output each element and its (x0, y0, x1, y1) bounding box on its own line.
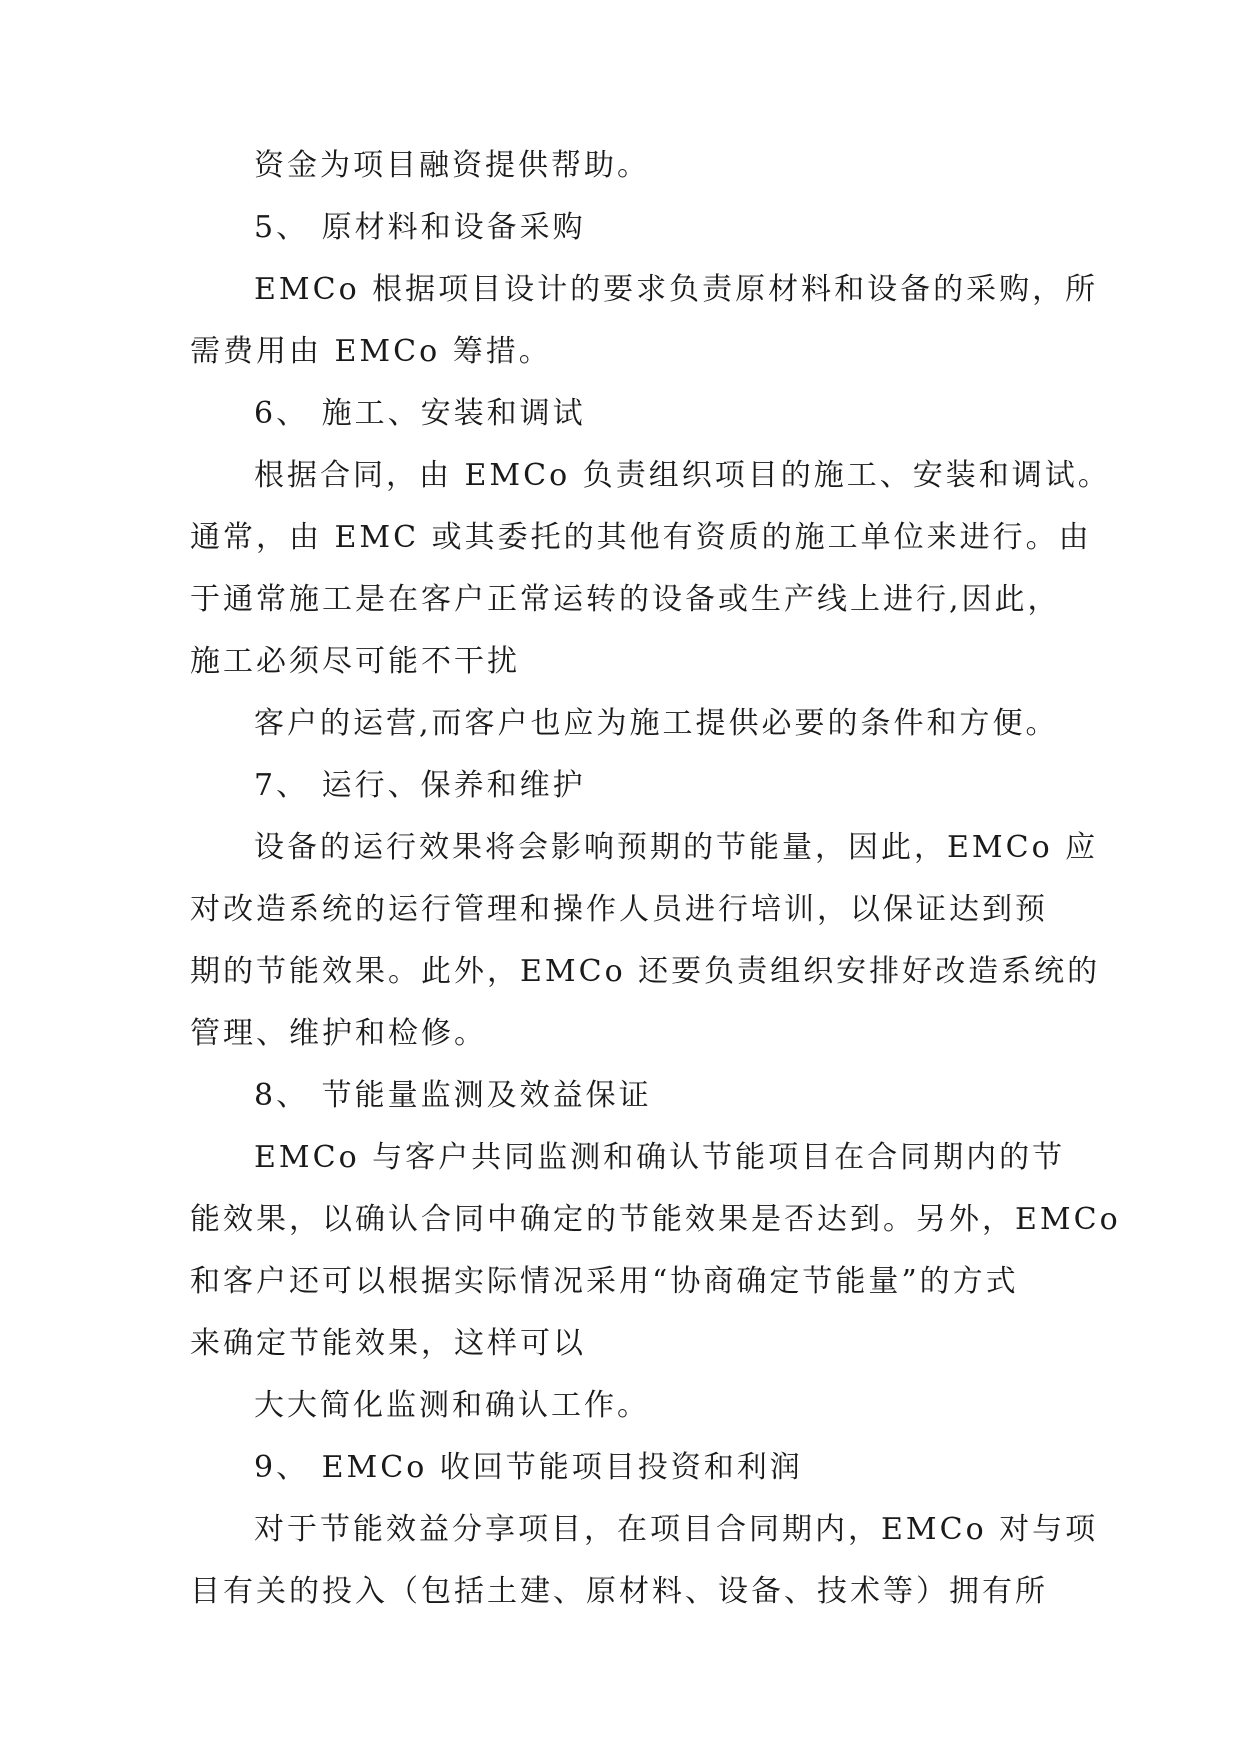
text-line: 对于节能效益分享项目，在项目合同期内，EMCo 对与项 (254, 1512, 1099, 1547)
text-line: 设备的运行效果将会影响预期的节能量，因此，EMCo 应 (254, 830, 1099, 865)
text-line: 能效果，以确认合同中确定的节能效果是否达到。另外，EMCo (190, 1202, 1121, 1237)
text-line: 于通常施工是在客户正常运转的设备或生产线上进行,因此， (190, 582, 1061, 617)
text-line: 目有关的投入（包括土建、原材料、设备、技术等）拥有所 (190, 1574, 1048, 1609)
text-line: 需费用由 EMCo 筹措。 (190, 334, 552, 369)
text-line: 管理、维护和检修。 (190, 1016, 487, 1051)
text-line: 大大简化监测和确认工作。 (254, 1388, 650, 1423)
text-line: 资金为项目融资提供帮助。 (254, 148, 650, 183)
section-heading: 9、 EMCo 收回节能项目投资和利润 (254, 1450, 803, 1485)
text-line: 根据合同，由 EMCo 负责组织项目的施工、安装和调试。 (254, 458, 1111, 493)
section-heading: 6、 施工、安装和调试 (254, 396, 586, 431)
section-heading: 5、 原材料和设备采购 (254, 210, 586, 245)
text-line: 施工必须尽可能不干扰 (190, 644, 520, 679)
text-line: 客户的运营,而客户也应为施工提供必要的条件和方便。 (254, 706, 1059, 741)
section-heading: 7、 运行、保养和维护 (254, 768, 586, 803)
text-line: 对改造系统的运行管理和操作人员进行培训，以保证达到预 (190, 892, 1048, 927)
text-line: 和客户还可以根据实际情况采用“协商确定节能量”的方式 (190, 1264, 1019, 1299)
text-line: 通常，由 EMC 或其委托的其他有资质的施工单位来进行。由 (190, 520, 1092, 555)
text-line: 期的节能效果。此外，EMCo 还要负责组织安排好改造系统的 (190, 954, 1101, 989)
text-line: 来确定节能效果，这样可以 (190, 1326, 586, 1361)
text-line: EMCo 根据项目设计的要求负责原材料和设备的采购，所 (254, 272, 1099, 307)
section-heading: 8、 节能量监测及效益保证 (254, 1078, 652, 1113)
text-line: EMCo 与客户共同监测和确认节能项目在合同期内的节 (254, 1140, 1066, 1175)
